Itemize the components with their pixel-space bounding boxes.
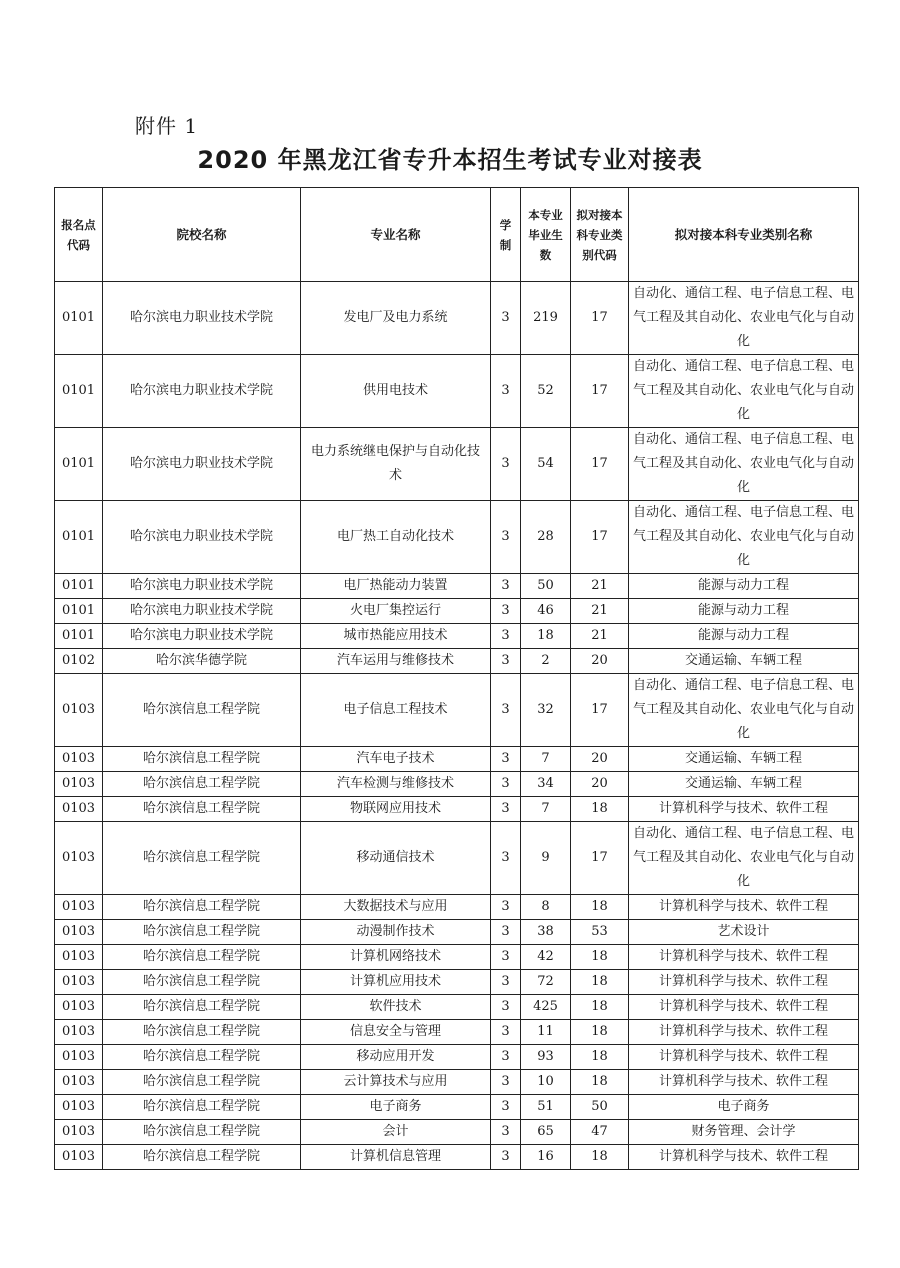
cell-code: 0103 (55, 674, 103, 747)
cell-school: 哈尔滨信息工程学院 (103, 797, 301, 822)
cell-category-code: 53 (571, 920, 629, 945)
cell-school: 哈尔滨华德学院 (103, 649, 301, 674)
cell-category-name: 交通运输、车辆工程 (629, 649, 859, 674)
attachment-label: 附件 1 (135, 114, 199, 138)
cell-category-name: 自动化、通信工程、电子信息工程、电气工程及其自动化、农业电气化与自动化 (629, 355, 859, 428)
cell-major: 会计 (301, 1120, 491, 1145)
cell-category-code: 17 (571, 355, 629, 428)
cell-years: 3 (491, 624, 521, 649)
cell-graduates: 34 (521, 772, 571, 797)
cell-category-name: 自动化、通信工程、电子信息工程、电气工程及其自动化、农业电气化与自动化 (629, 501, 859, 574)
header-code: 报名点代码 (55, 188, 103, 282)
cell-code: 0101 (55, 624, 103, 649)
cell-code: 0103 (55, 747, 103, 772)
cell-code: 0101 (55, 501, 103, 574)
cell-category-code: 18 (571, 1020, 629, 1045)
table-row (55, 624, 859, 649)
cell-years: 3 (491, 1070, 521, 1095)
cell-code: 0103 (55, 772, 103, 797)
cell-category-code: 47 (571, 1120, 629, 1145)
table-row (55, 895, 859, 920)
cell-category-name: 计算机科学与技术、软件工程 (629, 1070, 859, 1095)
cell-major: 移动通信技术 (301, 822, 491, 895)
table-row (55, 428, 859, 501)
cell-school: 哈尔滨信息工程学院 (103, 1020, 301, 1045)
cell-code: 0103 (55, 1070, 103, 1095)
cell-school: 哈尔滨电力职业技术学院 (103, 624, 301, 649)
table-row (55, 1120, 859, 1145)
cell-school: 哈尔滨信息工程学院 (103, 747, 301, 772)
cell-category-name: 电子商务 (629, 1095, 859, 1120)
cell-category-code: 21 (571, 599, 629, 624)
cell-code: 0101 (55, 599, 103, 624)
cell-major: 大数据技术与应用 (301, 895, 491, 920)
cell-category-name: 能源与动力工程 (629, 574, 859, 599)
cell-code: 0103 (55, 797, 103, 822)
cell-major: 信息安全与管理 (301, 1020, 491, 1045)
table-row (55, 1070, 859, 1095)
table-row (55, 995, 859, 1020)
cell-code: 0101 (55, 428, 103, 501)
cell-category-code: 17 (571, 282, 629, 355)
header-school: 院校名称 (103, 188, 301, 282)
cell-category-name: 计算机科学与技术、软件工程 (629, 995, 859, 1020)
cell-graduates: 2 (521, 649, 571, 674)
cell-graduates: 52 (521, 355, 571, 428)
cell-years: 3 (491, 674, 521, 747)
cell-code: 0102 (55, 649, 103, 674)
table-row (55, 970, 859, 995)
cell-code: 0103 (55, 895, 103, 920)
cell-category-name: 计算机科学与技术、软件工程 (629, 1145, 859, 1170)
header-major: 专业名称 (301, 188, 491, 282)
table-row (55, 1095, 859, 1120)
cell-years: 3 (491, 797, 521, 822)
cell-code: 0103 (55, 1045, 103, 1070)
table-row (55, 282, 859, 355)
cell-major: 火电厂集控运行 (301, 599, 491, 624)
cell-graduates: 72 (521, 970, 571, 995)
cell-major: 汽车运用与维修技术 (301, 649, 491, 674)
cell-code: 0103 (55, 995, 103, 1020)
cell-graduates: 93 (521, 1045, 571, 1070)
cell-category-name: 交通运输、车辆工程 (629, 772, 859, 797)
cell-graduates: 65 (521, 1120, 571, 1145)
cell-category-code: 18 (571, 797, 629, 822)
cell-school: 哈尔滨信息工程学院 (103, 1120, 301, 1145)
cell-school: 哈尔滨电力职业技术学院 (103, 599, 301, 624)
cell-major: 发电厂及电力系统 (301, 282, 491, 355)
table-row (55, 574, 859, 599)
cell-years: 3 (491, 282, 521, 355)
cell-category-name: 自动化、通信工程、电子信息工程、电气工程及其自动化、农业电气化与自动化 (629, 428, 859, 501)
cell-school: 哈尔滨电力职业技术学院 (103, 574, 301, 599)
header-years: 学制 (491, 188, 521, 282)
table-row (55, 1145, 859, 1170)
cell-years: 3 (491, 1045, 521, 1070)
cell-category-code: 18 (571, 945, 629, 970)
cell-years: 3 (491, 501, 521, 574)
cell-code: 0101 (55, 355, 103, 428)
cell-major: 供用电技术 (301, 355, 491, 428)
cell-graduates: 32 (521, 674, 571, 747)
cell-code: 0103 (55, 1095, 103, 1120)
cell-category-name: 计算机科学与技术、软件工程 (629, 1020, 859, 1045)
cell-years: 3 (491, 747, 521, 772)
table-row (55, 1020, 859, 1045)
cell-major: 电厂热工自动化技术 (301, 501, 491, 574)
cell-years: 3 (491, 599, 521, 624)
cell-code: 0101 (55, 574, 103, 599)
cell-major: 移动应用开发 (301, 1045, 491, 1070)
header-category-name: 拟对接本科专业类别名称 (629, 188, 859, 282)
table-row (55, 797, 859, 822)
table-row (55, 674, 859, 747)
cell-category-code: 50 (571, 1095, 629, 1120)
cell-category-code: 17 (571, 428, 629, 501)
cell-major: 云计算技术与应用 (301, 1070, 491, 1095)
cell-years: 3 (491, 895, 521, 920)
cell-years: 3 (491, 1095, 521, 1120)
cell-category-name: 自动化、通信工程、电子信息工程、电气工程及其自动化、农业电气化与自动化 (629, 822, 859, 895)
table-row (55, 772, 859, 797)
cell-school: 哈尔滨信息工程学院 (103, 995, 301, 1020)
cell-graduates: 28 (521, 501, 571, 574)
table-row (55, 920, 859, 945)
cell-school: 哈尔滨电力职业技术学院 (103, 501, 301, 574)
header-category-code: 拟对接本科专业类别代码 (571, 188, 629, 282)
page-title: 2020 年黑龙江省专升本招生考试专业对接表 (197, 146, 703, 174)
cell-category-name: 计算机科学与技术、软件工程 (629, 895, 859, 920)
cell-category-code: 17 (571, 822, 629, 895)
cell-code: 0103 (55, 970, 103, 995)
cell-graduates: 425 (521, 995, 571, 1020)
cell-code: 0103 (55, 822, 103, 895)
header-graduates: 本专业毕业生数 (521, 188, 571, 282)
cell-school: 哈尔滨信息工程学院 (103, 945, 301, 970)
cell-category-name: 艺术设计 (629, 920, 859, 945)
cell-major: 电力系统继电保护与自动化技术 (301, 428, 491, 501)
cell-graduates: 42 (521, 945, 571, 970)
cell-code: 0103 (55, 945, 103, 970)
table-row (55, 501, 859, 574)
table-header-row (55, 188, 859, 282)
table-row (55, 1045, 859, 1070)
cell-major: 电子信息工程技术 (301, 674, 491, 747)
cell-code: 0103 (55, 1120, 103, 1145)
cell-major: 城市热能应用技术 (301, 624, 491, 649)
cell-graduates: 11 (521, 1020, 571, 1045)
cell-category-code: 18 (571, 895, 629, 920)
cell-graduates: 50 (521, 574, 571, 599)
cell-graduates: 51 (521, 1095, 571, 1120)
cell-school: 哈尔滨信息工程学院 (103, 895, 301, 920)
cell-code: 0101 (55, 282, 103, 355)
cell-graduates: 7 (521, 747, 571, 772)
cell-category-code: 20 (571, 649, 629, 674)
cell-major: 计算机信息管理 (301, 1145, 491, 1170)
cell-category-name: 能源与动力工程 (629, 599, 859, 624)
cell-major: 计算机应用技术 (301, 970, 491, 995)
cell-category-name: 自动化、通信工程、电子信息工程、电气工程及其自动化、农业电气化与自动化 (629, 282, 859, 355)
cell-major: 计算机网络技术 (301, 945, 491, 970)
cell-graduates: 54 (521, 428, 571, 501)
cell-category-code: 17 (571, 674, 629, 747)
cell-school: 哈尔滨信息工程学院 (103, 1045, 301, 1070)
cell-years: 3 (491, 970, 521, 995)
cell-years: 3 (491, 428, 521, 501)
cell-major: 电子商务 (301, 1095, 491, 1120)
cell-graduates: 16 (521, 1145, 571, 1170)
cell-major: 软件技术 (301, 995, 491, 1020)
table-body (55, 282, 859, 1170)
cell-graduates: 18 (521, 624, 571, 649)
cell-years: 3 (491, 772, 521, 797)
cell-years: 3 (491, 1145, 521, 1170)
cell-graduates: 38 (521, 920, 571, 945)
cell-major: 动漫制作技术 (301, 920, 491, 945)
cell-school: 哈尔滨信息工程学院 (103, 1070, 301, 1095)
cell-category-name: 计算机科学与技术、软件工程 (629, 1045, 859, 1070)
cell-graduates: 7 (521, 797, 571, 822)
cell-category-code: 18 (571, 970, 629, 995)
cell-years: 3 (491, 995, 521, 1020)
cell-category-code: 21 (571, 574, 629, 599)
cell-code: 0103 (55, 1020, 103, 1045)
cell-category-name: 计算机科学与技术、软件工程 (629, 945, 859, 970)
cell-school: 哈尔滨信息工程学院 (103, 1095, 301, 1120)
cell-school: 哈尔滨信息工程学院 (103, 1145, 301, 1170)
cell-school: 哈尔滨信息工程学院 (103, 822, 301, 895)
cell-years: 3 (491, 574, 521, 599)
cell-years: 3 (491, 920, 521, 945)
cell-graduates: 9 (521, 822, 571, 895)
cell-code: 0103 (55, 920, 103, 945)
cell-category-name: 能源与动力工程 (629, 624, 859, 649)
cell-years: 3 (491, 355, 521, 428)
cell-category-code: 20 (571, 772, 629, 797)
cell-major: 汽车检测与维修技术 (301, 772, 491, 797)
cell-school: 哈尔滨信息工程学院 (103, 772, 301, 797)
cell-years: 3 (491, 1120, 521, 1145)
table-row (55, 355, 859, 428)
cell-category-name: 自动化、通信工程、电子信息工程、电气工程及其自动化、农业电气化与自动化 (629, 674, 859, 747)
table-row (55, 747, 859, 772)
cell-school: 哈尔滨电力职业技术学院 (103, 428, 301, 501)
cell-category-code: 18 (571, 1145, 629, 1170)
cell-category-code: 17 (571, 501, 629, 574)
cell-category-name: 计算机科学与技术、软件工程 (629, 797, 859, 822)
cell-category-code: 18 (571, 1070, 629, 1095)
cell-category-code: 21 (571, 624, 629, 649)
cell-years: 3 (491, 1020, 521, 1045)
cell-category-code: 20 (571, 747, 629, 772)
table-row (55, 945, 859, 970)
cell-school: 哈尔滨电力职业技术学院 (103, 355, 301, 428)
cell-major: 电厂热能动力装置 (301, 574, 491, 599)
major-mapping-table (54, 187, 859, 1170)
cell-graduates: 46 (521, 599, 571, 624)
cell-category-name: 财务管理、会计学 (629, 1120, 859, 1145)
cell-major: 物联网应用技术 (301, 797, 491, 822)
cell-years: 3 (491, 822, 521, 895)
cell-school: 哈尔滨电力职业技术学院 (103, 282, 301, 355)
cell-school: 哈尔滨信息工程学院 (103, 970, 301, 995)
cell-school: 哈尔滨信息工程学院 (103, 920, 301, 945)
cell-category-code: 18 (571, 995, 629, 1020)
cell-graduates: 10 (521, 1070, 571, 1095)
table-row (55, 822, 859, 895)
table-row (55, 649, 859, 674)
cell-major: 汽车电子技术 (301, 747, 491, 772)
cell-graduates: 219 (521, 282, 571, 355)
cell-category-code: 18 (571, 1045, 629, 1070)
cell-graduates: 8 (521, 895, 571, 920)
cell-category-name: 交通运输、车辆工程 (629, 747, 859, 772)
table-row (55, 599, 859, 624)
cell-years: 3 (491, 945, 521, 970)
cell-years: 3 (491, 649, 521, 674)
cell-category-name: 计算机科学与技术、软件工程 (629, 970, 859, 995)
cell-school: 哈尔滨信息工程学院 (103, 674, 301, 747)
cell-code: 0103 (55, 1145, 103, 1170)
